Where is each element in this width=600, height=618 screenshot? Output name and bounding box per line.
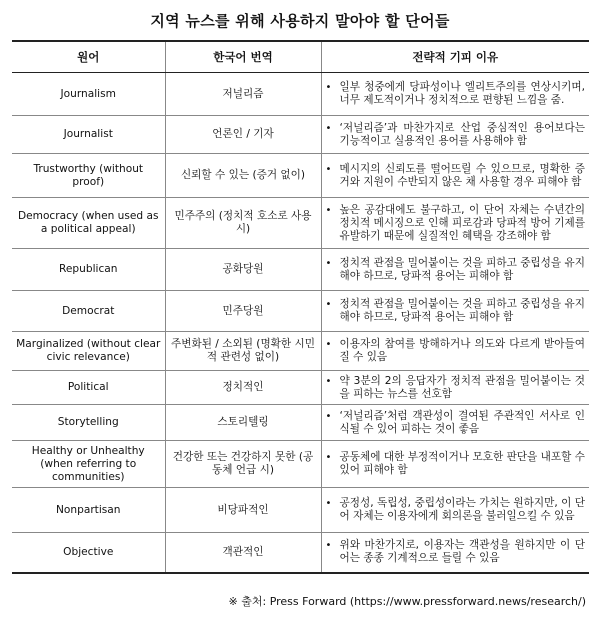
table-row <box>12 154 589 198</box>
avoidance-reason-cell <box>321 291 589 332</box>
avoidance-reason-cell <box>321 154 589 198</box>
table-row <box>12 291 589 332</box>
bullet-icon: • <box>325 204 332 216</box>
avoidance-reason: 이용자의 참여를 방해하거나 의도와 다르게 받아들여질 수 있음 <box>339 338 585 363</box>
bullet-icon: • <box>325 122 332 134</box>
korean-translation: 민주주의 (정치적 호소로 사용 시) <box>165 198 321 249</box>
avoidance-reason-cell <box>321 533 589 573</box>
korean-translation: 언론인 / 기자 <box>165 116 321 154</box>
bullet-icon: • <box>325 257 332 269</box>
table-row <box>12 249 589 291</box>
korean-translation: 정치적인 <box>165 371 321 405</box>
table-row <box>12 488 589 533</box>
korean-translation: 저널리즘 <box>165 73 321 116</box>
original-term: Marginalized (without clear civic relevance) <box>12 332 165 371</box>
original-term: Journalism <box>12 73 165 116</box>
table-row <box>12 73 589 116</box>
avoidance-reason: 높은 공감대에도 불구하고, 이 단어 자체는 수년간의 정치적 메시징으로 인해 피로감과 당파적 방어 기제를 유발하기 때문에 실질적인 혜택을 강조해야 함 <box>339 203 585 242</box>
avoidance-reason: 공정성, 독립성, 중립성이라는 가치는 원하지만, 이 단어 자체는 이용자에게 회의론을 불러일으킬 수 있음 <box>339 497 585 522</box>
table-row <box>12 198 589 249</box>
document-title: 지역 뉴스를 위해 사용하지 말아야 할 단어들 <box>150 12 450 30</box>
korean-translation: 주변화된 / 소외된 (명확한 시민적 관련성 없이) <box>165 332 321 371</box>
original-term: Storytelling <box>12 405 165 441</box>
avoidance-reason: ‘저널리즘’처럼 객관성이 결여된 주관적인 서사로 인식될 수 있어 피하는 것이 좋음 <box>339 409 585 435</box>
avoidance-reason-cell <box>321 332 589 371</box>
column-header-reason: 전략적 기피 이유 <box>321 41 589 73</box>
avoidance-reason-cell <box>321 488 589 533</box>
korean-translation: 스토리텔링 <box>165 405 321 441</box>
avoidance-reason-cell <box>321 73 589 116</box>
avoidance-reason: 정치적 관점을 밀어붙이는 것을 피하고 중립성을 유지해야 하므로, 당파적 용어는 피해야 함 <box>339 256 585 282</box>
avoidance-reason-cell <box>321 441 589 488</box>
bullet-icon: • <box>325 163 332 175</box>
korean-translation: 공화당원 <box>165 249 321 291</box>
bullet-icon: • <box>325 540 332 552</box>
avoidance-reason-cell <box>321 405 589 441</box>
avoidance-reason-cell <box>321 249 589 291</box>
bullet-icon: • <box>325 498 332 509</box>
column-header-korean: 한국어 번역 <box>165 41 321 73</box>
korean-translation: 민주당원 <box>165 291 321 332</box>
bullet-icon: • <box>325 410 332 422</box>
original-term: Healthy or Unhealthy (when referring to communities) <box>12 441 165 488</box>
avoidance-reason: 공동체에 대한 부정적이거나 모호한 판단을 내포할 수 있어 피해야 함 <box>339 451 585 476</box>
original-term: Objective <box>12 533 165 573</box>
original-term: Journalist <box>12 116 165 154</box>
avoidance-reason: 일부 청중에게 당파성이나 엘리트주의를 연상시키며, 너무 제도적이거나 정치적으로 편향된 느낌을 줌. <box>339 81 585 106</box>
bullet-icon: • <box>325 452 332 463</box>
korean-translation: 비당파적인 <box>165 488 321 533</box>
bullet-icon: • <box>325 339 332 350</box>
table-row <box>12 371 589 405</box>
korean-translation: 건강한 또는 건강하지 못한 (공동체 언급 시) <box>165 441 321 488</box>
original-term: Trustworthy (without proof) <box>12 154 165 198</box>
table-row <box>12 405 589 441</box>
korean-translation: 신뢰할 수 있는 (증거 없이) <box>165 154 321 198</box>
avoidance-reason: 위와 마찬가지로, 이용자는 객관성을 원하지만 이 단어는 종종 기계적으로 들릴 수 있음 <box>339 539 585 565</box>
table-row <box>12 441 589 488</box>
avoidance-reason: 정치적 관점을 밀어붙이는 것을 피하고 중립성을 유지해야 하므로, 당파적 용어는 피해야 함 <box>339 298 585 323</box>
original-term: Democracy (when used as a political appeal) <box>12 198 165 249</box>
terms-table <box>12 40 589 574</box>
avoidance-reason-cell <box>321 371 589 405</box>
table-header-row <box>12 41 589 73</box>
bullet-icon: • <box>325 299 332 310</box>
column-header-original: 원어 <box>12 41 165 73</box>
original-term: Republican <box>12 249 165 291</box>
avoidance-reason-cell <box>321 116 589 154</box>
avoidance-reason: 약 3분의 2의 응답자가 정치적 관점을 밀어붙이는 것을 피하는 뉴스를 선호함 <box>339 374 585 400</box>
table-row <box>12 533 589 573</box>
original-term: Democrat <box>12 291 165 332</box>
avoidance-reason: 메시지의 신뢰도를 떨어뜨릴 수 있으므로, 명확한 증거와 지원이 수반되지 않은 채 사용할 경우 피해야 함 <box>339 162 585 188</box>
bullet-icon: • <box>325 82 332 93</box>
original-term: Nonpartisan <box>12 488 165 533</box>
bullet-icon: • <box>325 375 332 387</box>
avoidance-reason-cell <box>321 198 589 249</box>
table-row <box>12 332 589 371</box>
source-note: ※ 출처: Press Forward (https://www.pressforward.news/research/) <box>228 595 586 608</box>
table-row <box>12 116 589 154</box>
original-term: Political <box>12 371 165 405</box>
korean-translation: 객관적인 <box>165 533 321 573</box>
avoidance-reason: ‘저널리즘’과 마찬가지로 산업 중심적인 용어보다는 기능적이고 실용적인 용어를 사용해야 함 <box>339 121 585 147</box>
